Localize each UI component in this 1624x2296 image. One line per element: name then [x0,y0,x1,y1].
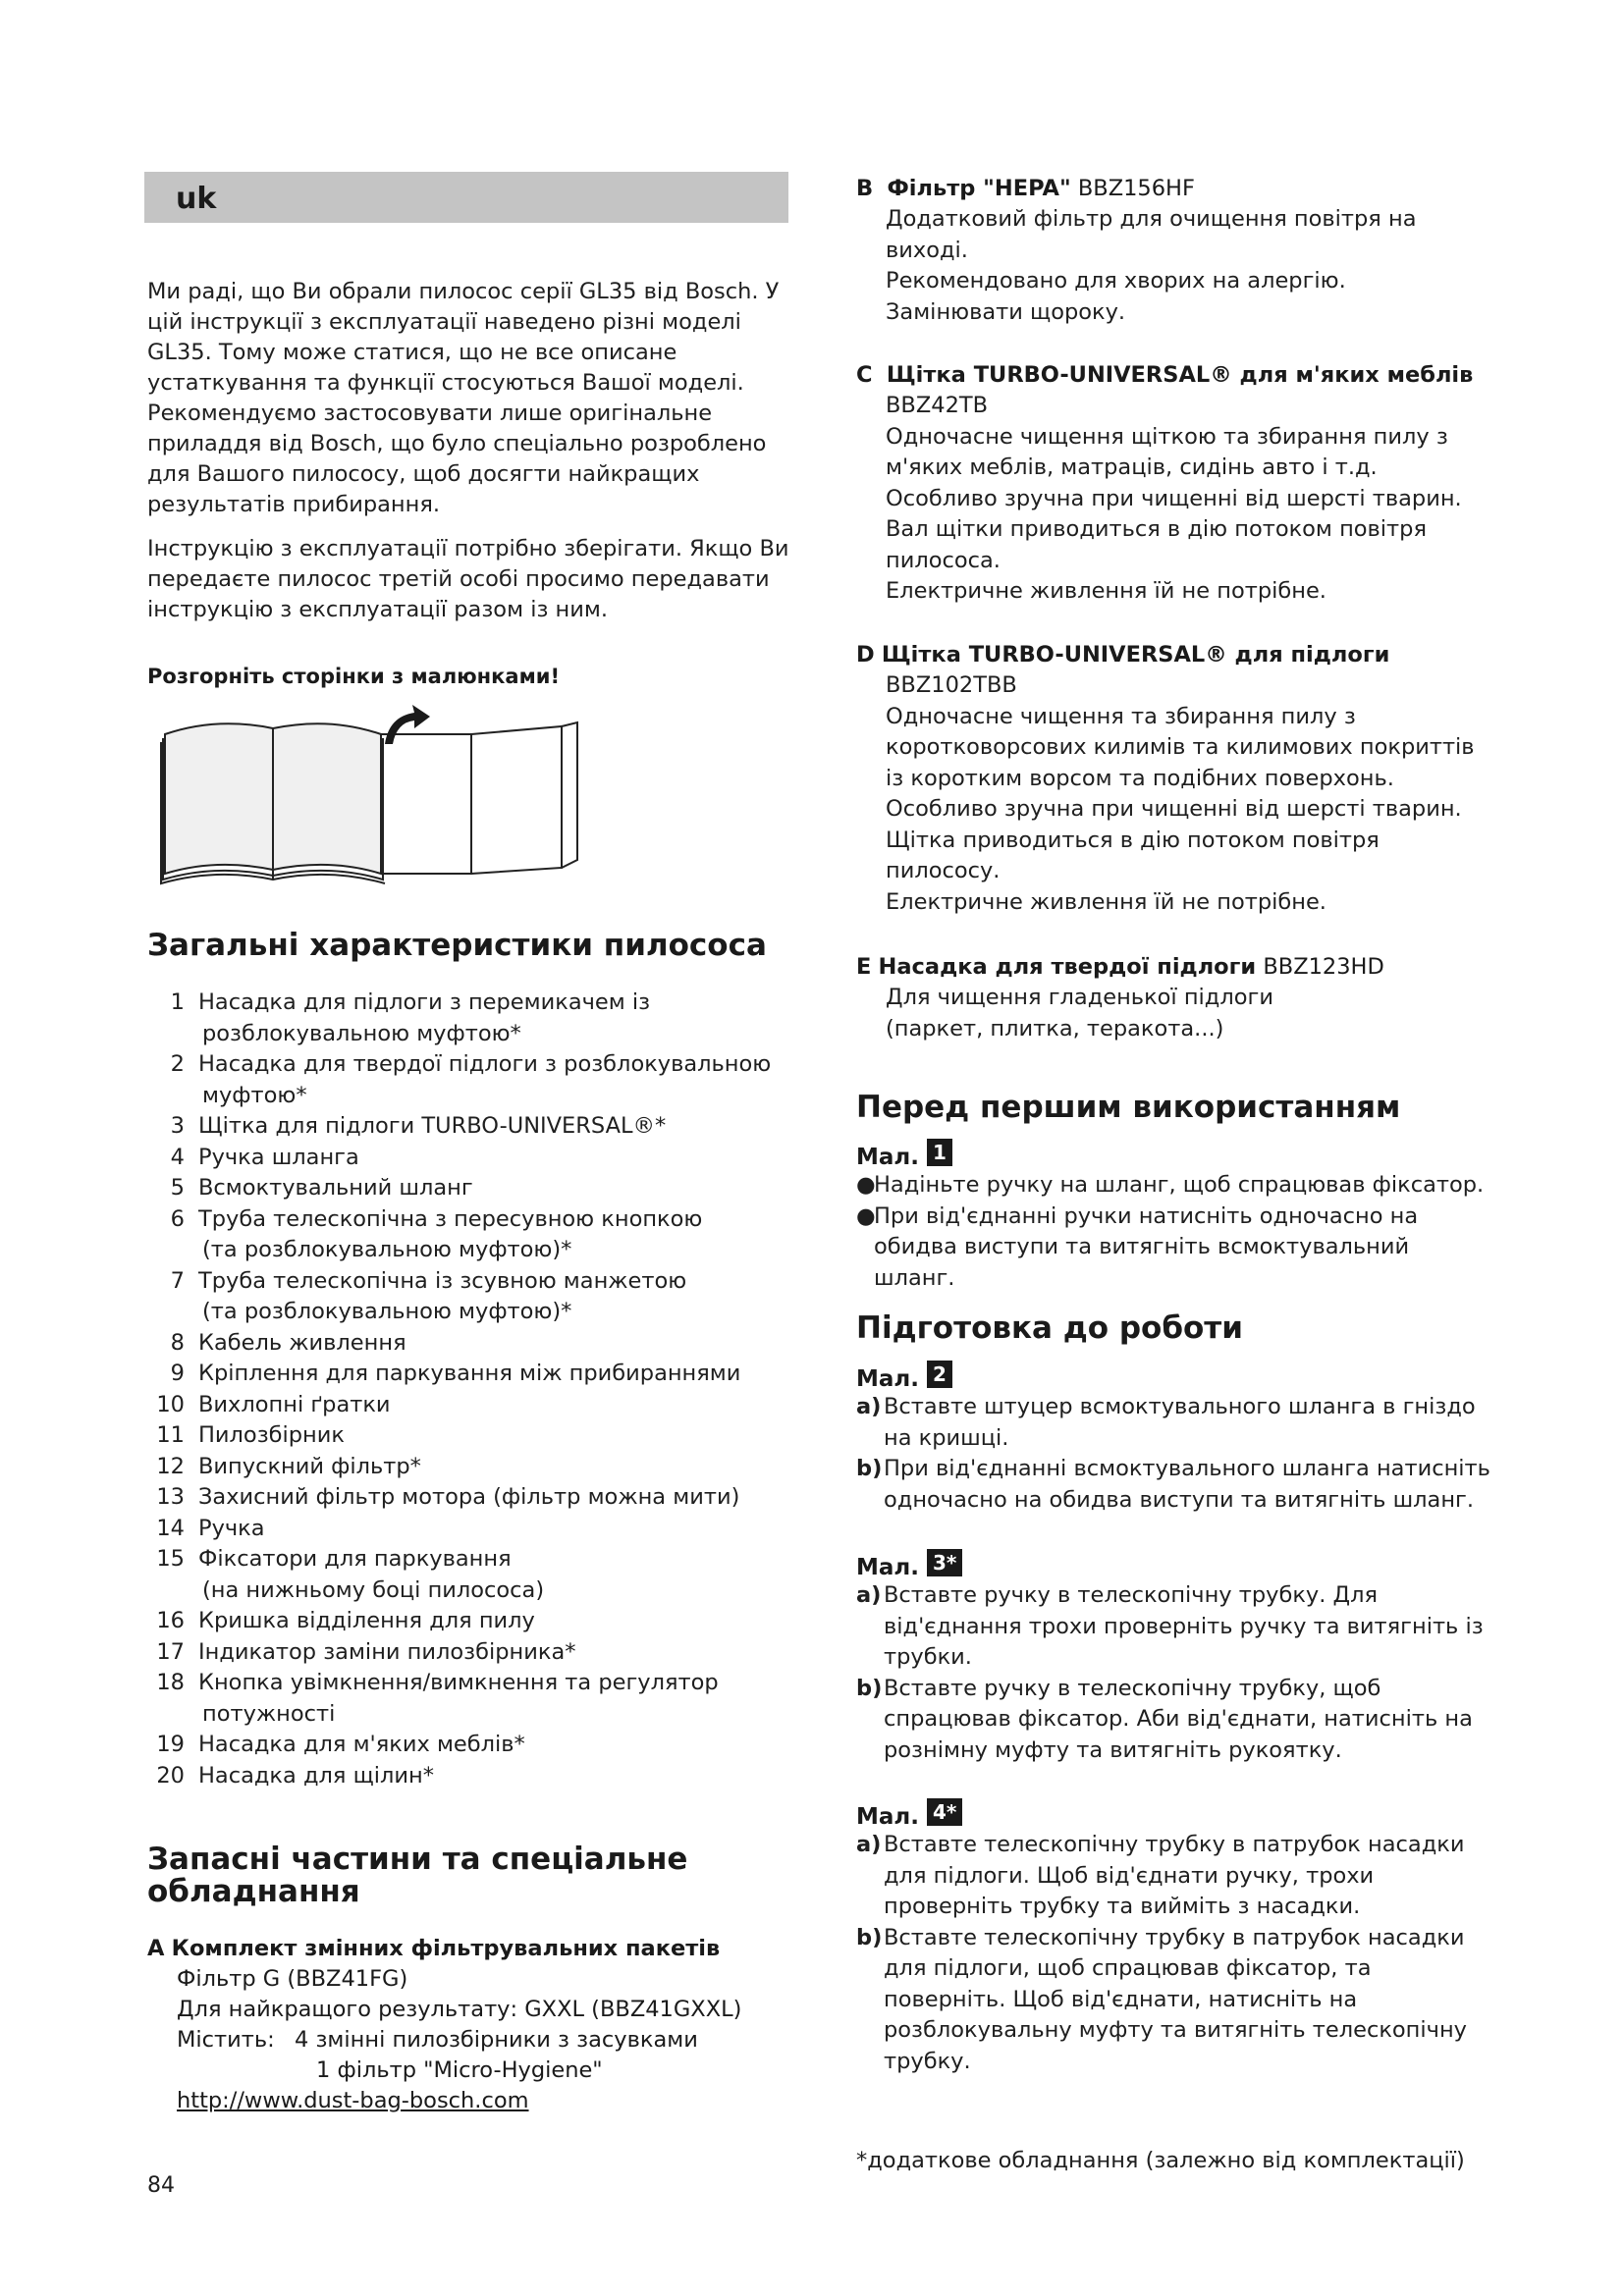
list-item: 6 Труба телескопічна з пересувною кнопкою (та розблокувальною муфтою)* [170,1205,703,1262]
list-item: b) Вставте телескопічну трубку в патрубок насадки для підлоги, щоб спрацював фіксатор, та поверніть. Щоб від'єднати, натисніть на розблокувальну муфту та витягніть телескопічну трубку. [856,1924,1467,2074]
list-item: 5 Всмоктувальний шланг [170,1175,473,1201]
list-item: 14 Ручка [156,1515,265,1541]
list-item: 16 Кришка відділення для пилу [156,1608,535,1633]
figure-3-section [856,1549,1494,1766]
figure-2-section [856,1361,1494,1516]
list-item: 18 Кнопка увімкнення/вимкнення та регулятор потужності [156,1670,719,1727]
unfold-pages-note: Розгорніть сторінки з малюнками! [147,665,561,688]
list-item: a) Вставте ручку в телескопічну трубку. Для від'єднання трохи проверніть ручку та витягніть із трубки. [856,1582,1484,1670]
first-use-section [856,1139,1494,1294]
spare-a-heading: A Комплект змінних фільтрувальних пакетів [147,1936,721,1961]
features-title: Загальні характеристики пилососа [147,928,767,963]
list-item: b) При від'єднанні всмоктувального шланга натисніть одночасно на обидва виступи та витягніть шланг. [856,1456,1490,1513]
intro-section [147,277,795,625]
spare-d-heading: D Щітка TURBO-UNIVERSAL® для підлоги [856,642,1390,667]
spare-item-e: E Насадка для твердої підлоги BBZ123HD Для чищення гладенької підлоги (паркет, плитка, теракота...) [856,952,1494,1044]
list-item: 11 Пилозбірник [156,1422,345,1448]
list-item: 7 Труба телескопічна із зсувною манжетою (та розблокувальною муфтою)* [170,1267,687,1324]
figure-2-label: Мал. 2 [856,1361,1494,1392]
figure-1-label: Мал. 1 [856,1139,1494,1170]
intro-paragraph-1: Ми раді, що Ви обрали пилосос серії GL35 від Bosch. У цій інструкції з експлуатації наведено різні моделі GL35. Тому може статися, що не все описане устаткування та функції стосуються Вашої моделі. Рекомендуємо застосовувати лише оригінальне приладдя від Bosch, що було спеціально розроблено для Вашого пилососу, щоб досягти найкращих результатів прибирання. [147,279,780,517]
first-use-title: Перед першим використанням [856,1090,1401,1125]
spare-item-a [147,1934,795,2116]
spare-c-heading: C Щітка TURBO-UNIVERSAL® для м'яких меблів [856,362,1474,388]
list-item: 19 Насадка для м'яких меблів* [156,1732,525,1757]
list-item: 1 Насадка для підлоги з перемикачем із розблокувальною муфтою* [170,989,651,1046]
page-number: 84 [147,2173,175,2198]
curved-arrow-icon [385,705,430,744]
list-item: 4 Ручка шланга [170,1144,359,1170]
spare-item-b: B Фільтр "HEPA" BBZ156HF Додатковий фільтр для очищення повітря на виході. Рекомендовано для хворих на алергію. Замінювати щороку. [856,174,1494,328]
figure-4-label: Мал. 4* [856,1798,1494,1830]
unfold-book-illustration [157,705,589,886]
list-item: 12 Випускний фільтр* [156,1453,421,1479]
preparation-title: Підготовка до роботи [856,1310,1243,1346]
list-item: 9 Кріплення для паркування між прибираннями [170,1361,741,1386]
list-item: a) Вставте телескопічну трубку в патрубок насадки для підлоги. Щоб від'єднати ручку, трохи проверніть трубку та вийміть з насадки. [856,1832,1465,1919]
list-item: 17 Індикатор заміни пилозбірника* [156,1638,576,1665]
spare-a-best-result-line: Для найкращого результату: GXXL (BBZ41GXXL) [177,1997,742,2022]
list-item: ● При від'єднанні ручки натисніть одночасно на обидва виступи та витягніть всмоктувальний шланг. [856,1202,1419,1291]
figure-3-label: Мал. 3* [856,1549,1494,1580]
figure-number-badge: 1 [927,1139,952,1166]
list-item: 10 Вихлопні ґратки [156,1391,391,1417]
intro-paragraph-2: Інструкцію з експлуатації потрібно зберігати. Якщо Ви передаєте пилосос третій особі просимо передавати інструкцію з експлуатації разом із ним. [147,536,789,622]
spare-a-contains: Містить: 4 змінні пилозбірники з засувками 1 фільтр "Micro-Hygiene" [177,2027,698,2083]
list-item: 2 Насадка для твердої підлоги з розблокувальною муфтою* [170,1051,772,1108]
list-item: 20 Насадка для щілин* [156,1762,434,1789]
figure-number-badge: 3* [927,1549,962,1576]
list-item: 15 Фіксатори для паркування (на нижньому боці пилососа) [156,1546,545,1603]
features-list [147,988,795,1791]
spares-title: Запасні частини та спеціальне обладнання [147,1842,688,1909]
spare-a-filter-line: Фільтр G (BBZ41FG) [177,1966,408,1992]
list-item: b) Вставте ручку в телескопічну трубку, щоб спрацював фіксатор. Аби від'єднати, натисніть на рознімну муфту та витягніть рукоятку. [856,1675,1473,1763]
list-item: 8 Кабель живлення [170,1329,406,1356]
figure-number-badge: 2 [927,1361,952,1388]
spare-e-heading: E Насадка для твердої підлоги BBZ123HD [856,954,1384,980]
spare-item-d: D Щітка TURBO-UNIVERSAL® для підлоги BBZ102TBB Одночасне чищення та збирання пилу з коротковорсових килимів та килимових покриттів із коротким ворсом та подібних поверхонь. Особливо зручна при чищенні від шерсті тварин. Щітка приводиться в дію потоком повітря пилососу. Електричне живлення їй не потрібне. [856,640,1494,918]
figure-4-section [856,1798,1494,2077]
language-header-bar [144,172,788,223]
list-item: 3 Щітка для підлоги TURBO-UNIVERSAL®* [170,1113,667,1139]
list-item: ● Надіньте ручку на шланг, щоб спрацював фіксатор. [856,1172,1485,1198]
optional-equipment-footnote: *додаткове обладнання (залежно від комплектації) [856,2148,1465,2173]
list-item: 13 Захисний фільтр мотора (фільтр можна мити) [156,1484,740,1510]
language-code: uk [176,182,217,216]
figure-number-badge: 4* [927,1798,962,1826]
list-item: a) Вставте штуцер всмоктувального шланга в гніздо на кришці. [856,1394,1476,1451]
dust-bag-link[interactable]: http://www.dust-bag-bosch.com [177,2088,529,2113]
spare-b-heading: B Фільтр "HEPA" BBZ156HF [856,176,1195,201]
spare-item-c: C Щітка TURBO-UNIVERSAL® для м'яких меблів BBZ42TB Одночасне чищення щіткою та збирання пилу з м'яких меблів, матраців, сидінь авто і т.д. Особливо зручна при чищенні від шерсті тварин. Вал щітки приводиться в дію потоком повітря пилососа. Електричне живлення їй не потрібне. [856,360,1494,608]
